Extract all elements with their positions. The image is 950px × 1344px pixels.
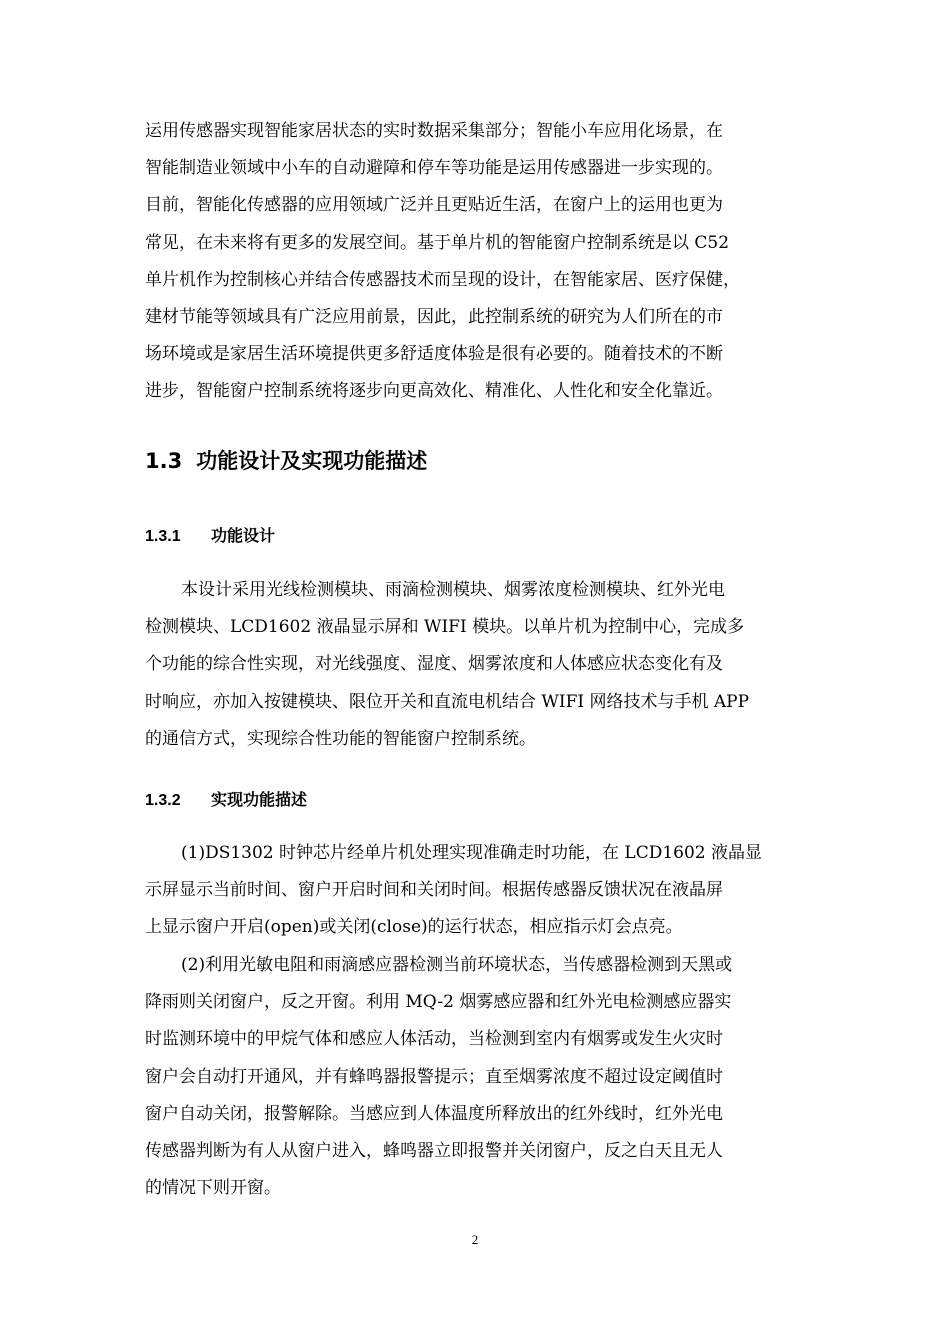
text-line: 窗户自动关闭，报警解除。当感应到人体温度所释放出的红外线时，红外光电 (145, 1103, 723, 1124)
section-heading-1-3 (145, 445, 427, 475)
text-line: 单片机作为控制核心并结合传感器技术而呈现的设计，在智能家居、医疗保健， (145, 269, 740, 290)
text-line: 智能制造业领域中小车的自动避障和停车等功能是运用传感器进一步实现的。 (145, 158, 723, 179)
text-line: (2)利用光敏电阻和雨滴感应器检测当前环境状态，当传感器检测到天黑或 (181, 955, 733, 975)
subsection-heading-1-3-2 (145, 787, 307, 810)
text-line: 时监测环境中的甲烷气体和感应人体活动，当检测到室内有烟雾或发生火灾时 (145, 1029, 723, 1050)
text-line: 目前，智能化传感器的应用领域广泛并且更贴近生活，在窗户上的运用也更为 (145, 195, 723, 216)
section-number: 1.3 (145, 449, 183, 473)
text-line: 示屏显示当前时间、窗户开启时间和关闭时间。根据传感器反馈状况在液晶屏 (145, 880, 723, 901)
text-line: 建材节能等领域具有广泛应用前景，因此，此控制系统的研究为人们所在的市 (145, 306, 723, 327)
text-line: 时响应，亦加入按键模块、限位开关和直流电机结合 WIFI 网络技术与手机 APP (145, 691, 750, 712)
text-line: 进步，智能窗户控制系统将逐步向更高效化、精准化、人性化和安全化靠近。 (145, 381, 723, 402)
text-line: 场环境或是家居生活环境提供更多舒适度体验是很有必要的。随着技术的不断 (145, 344, 723, 365)
function-description-paragraph-2 (145, 947, 805, 1207)
text-line: 本设计采用光线检测模块、雨滴检测模块、烟雾浓度检测模块、红外光电 (181, 580, 725, 600)
text-line: 窗户会自动打开通风，并有蜂鸣器报警提示；直至烟雾浓度不超过设定阈值时 (145, 1066, 723, 1087)
text-line: 降雨则关闭窗户，反之开窗。利用 MQ-2 烟雾感应器和红外光电检测感应器实 (145, 992, 732, 1013)
page-number: 2 (471, 1232, 479, 1247)
text-line: 上显示窗户开启(open)或关闭(close)的运行状态，相应指示灯会点亮。 (145, 917, 683, 938)
text-line: 检测模块、LCD1602 液晶显示屏和 WIFI 模块。以单片机为控制中心，完成多 (145, 617, 745, 638)
subsection-title: 实现功能描述 (211, 790, 308, 809)
section-title: 功能设计及实现功能描述 (196, 449, 428, 473)
text-line: 运用传感器实现智能家居状态的实时数据采集部分；智能小车应用化场景，在 (145, 121, 723, 141)
subsection-title: 功能设计 (211, 526, 276, 545)
text-line: 个功能的综合性实现，对光线强度、湿度、烟雾浓度和人体感应状态变化有及 (145, 654, 723, 675)
text-line: 传感器判断为有人从窗户进入，蜂鸣器立即报警并关闭窗户，反之白天且无人 (145, 1140, 723, 1161)
subsection-number: 1.3.1 (145, 528, 181, 545)
text-line: (1)DS1302 时钟芯片经单片机处理实现准确走时功能，在 LCD1602 液晶显 (181, 843, 763, 863)
function-description-paragraph-1 (145, 835, 805, 947)
subsection-heading-1-3-1 (145, 523, 275, 546)
function-design-paragraph (145, 572, 805, 758)
text-line: 的情况下则开窗。 (145, 1178, 281, 1199)
text-line: 常见，在未来将有更多的发展空间。基于单片机的智能窗户控制系统是以 C52 (145, 232, 730, 253)
intro-paragraph (145, 113, 805, 411)
subsection-number: 1.3.2 (145, 792, 181, 809)
text-line: 的通信方式，实现综合性功能的智能窗户控制系统。 (145, 728, 536, 749)
